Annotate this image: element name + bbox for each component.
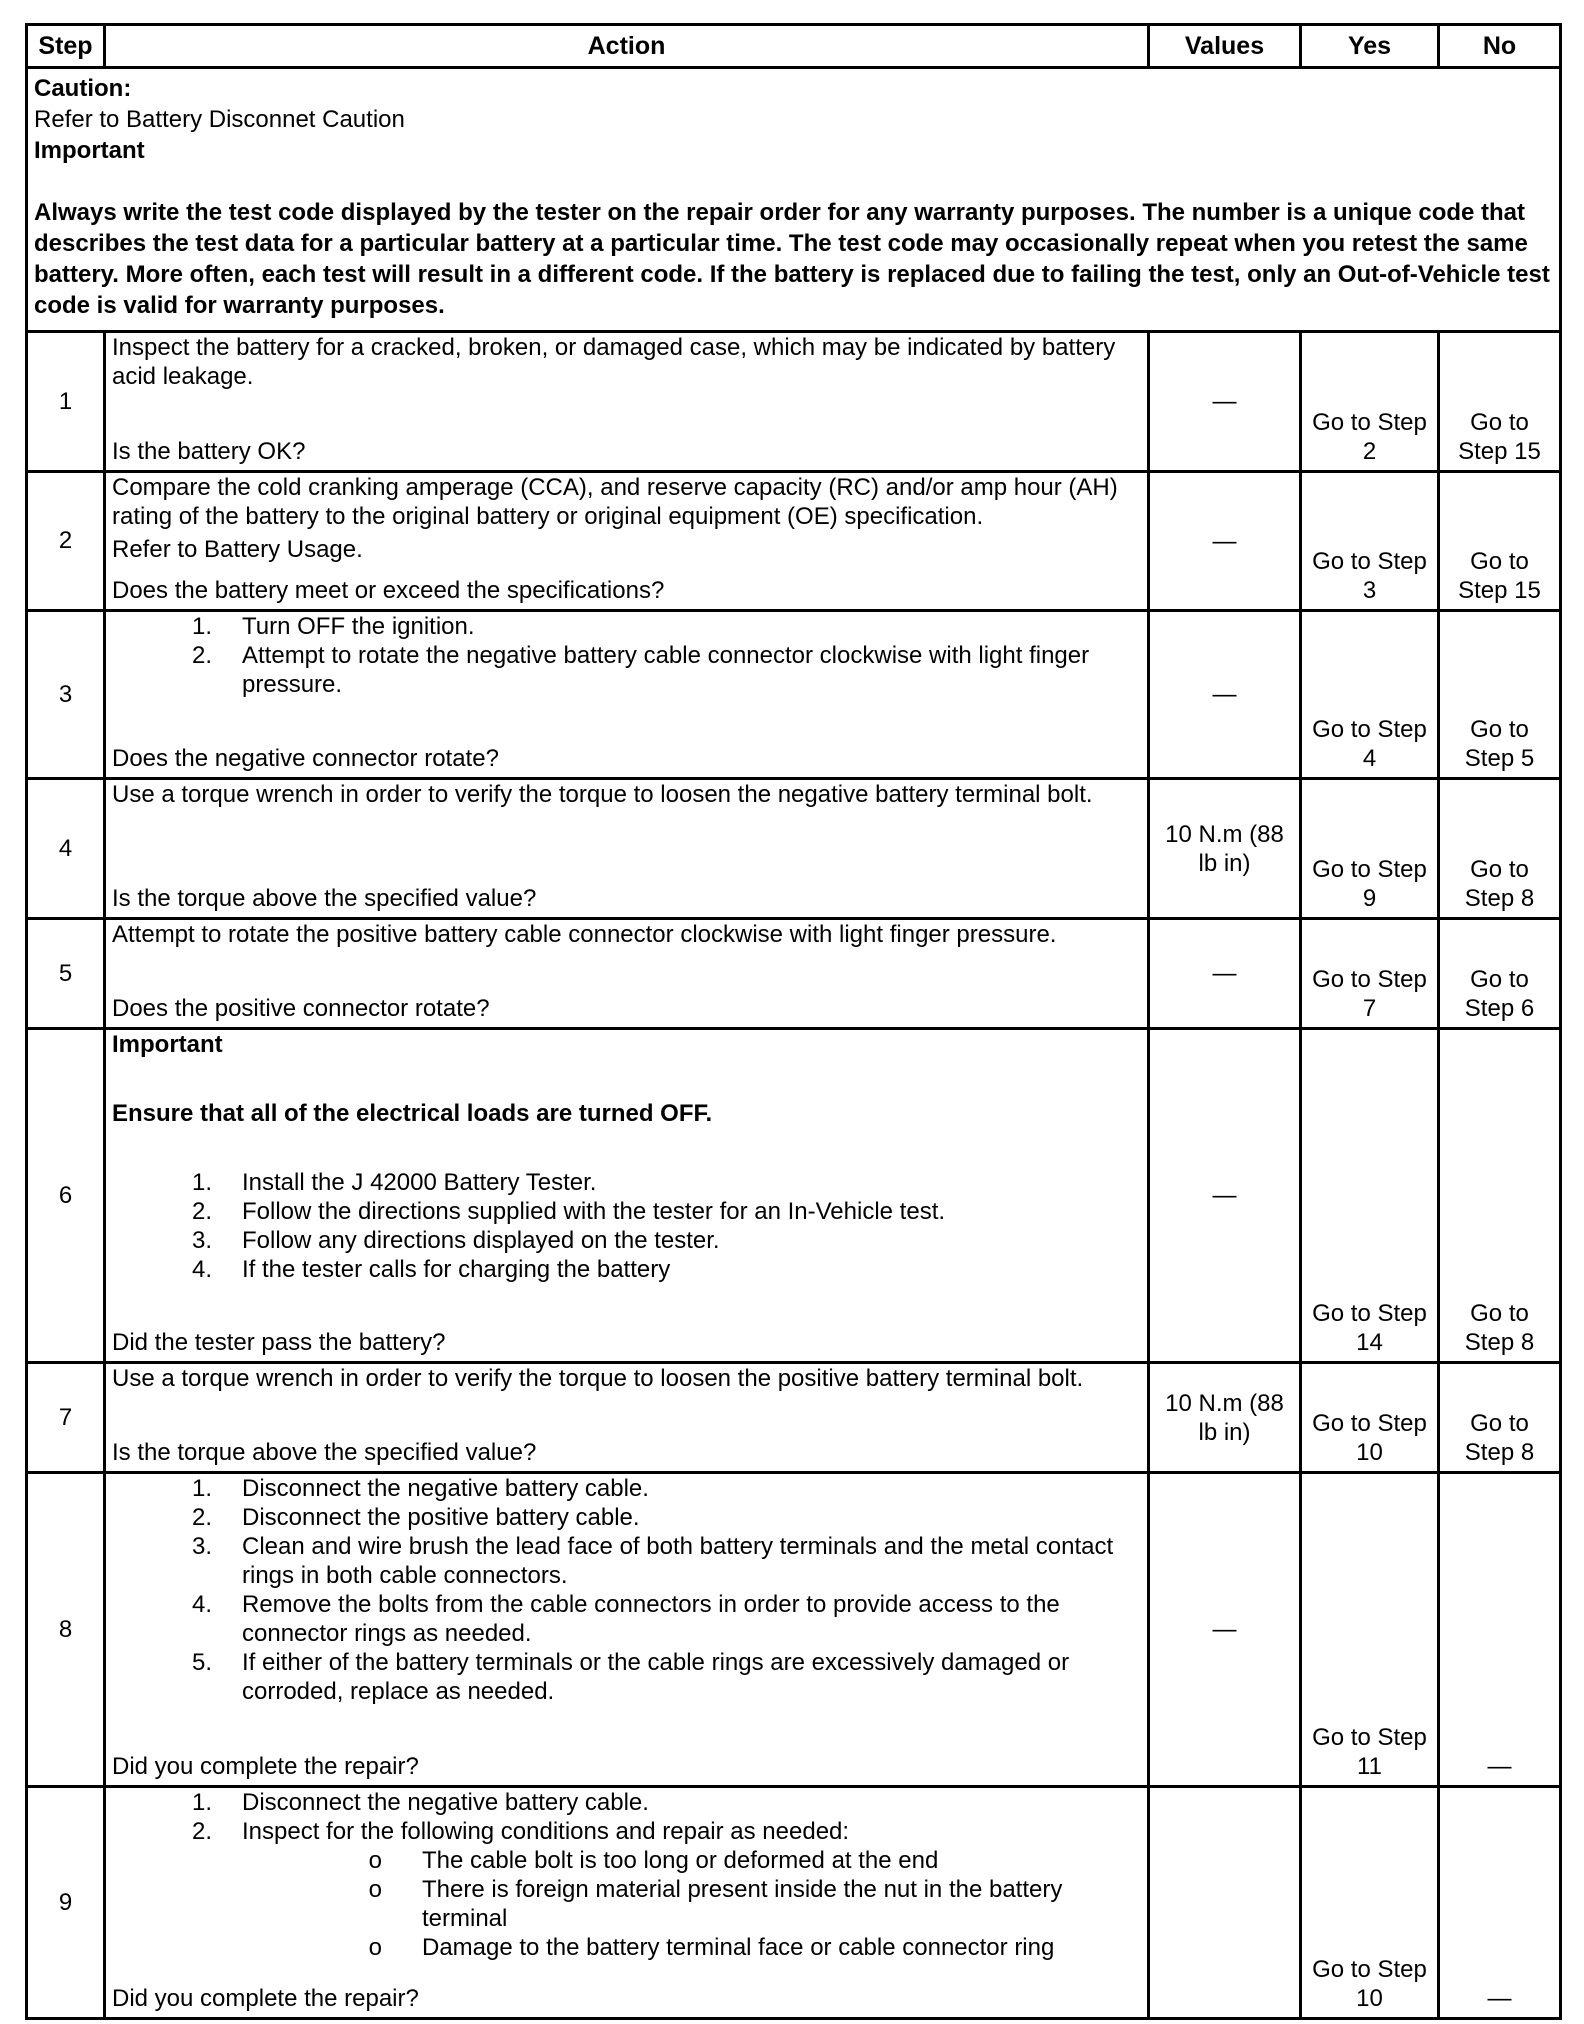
step-yes: Go to Step 14 bbox=[1301, 1029, 1439, 1363]
list-item: 4. If the tester calls for charging the battery bbox=[191, 1256, 671, 1283]
action-list bbox=[112, 1168, 1141, 1284]
important-label: Important bbox=[112, 1031, 223, 1058]
step-no: Go to Step 8 bbox=[1439, 779, 1561, 919]
action-list bbox=[112, 612, 1141, 699]
important-text: Ensure that all of the electrical loads are turned OFF. bbox=[112, 1100, 713, 1127]
step-value: — bbox=[1149, 611, 1301, 779]
action-list bbox=[112, 1474, 1141, 1706]
step-number: 4 bbox=[27, 779, 105, 919]
table-row bbox=[27, 919, 1561, 1029]
header-action: Action bbox=[105, 25, 1149, 68]
list-item: 3. Clean and wire brush the lead face of both battery terminals and the metal contact rings in both cable connectors. bbox=[191, 1533, 1114, 1589]
table-row bbox=[27, 1787, 1561, 2019]
step-yes: Go to Step 10 bbox=[1301, 1363, 1439, 1473]
action-question: Does the negative connector rotate? bbox=[112, 745, 499, 772]
table-row bbox=[27, 1029, 1561, 1363]
list-item: 1. Disconnect the negative battery cable. bbox=[191, 1475, 649, 1502]
step-no: Go to Step 8 bbox=[1439, 1363, 1561, 1473]
step-action bbox=[105, 919, 1149, 1029]
header-values: Values bbox=[1149, 25, 1301, 68]
step-number: 9 bbox=[27, 1787, 105, 2019]
step-yes: Go to Step 3 bbox=[1301, 472, 1439, 611]
list-item: 2. Disconnect the positive battery cable. bbox=[191, 1504, 640, 1531]
list-item: o The cable bolt is too long or deformed at the end bbox=[368, 1847, 939, 1874]
step-no: — bbox=[1439, 1473, 1561, 1787]
table-row bbox=[27, 1363, 1561, 1473]
table-row bbox=[27, 611, 1561, 779]
notes-row bbox=[27, 68, 1561, 332]
step-action bbox=[105, 1473, 1149, 1787]
step-number: 7 bbox=[27, 1363, 105, 1473]
action-text: Use a torque wrench in order to verify the torque to loosen the positive battery terminal bolt. bbox=[112, 1365, 1084, 1392]
list-item: 2. Attempt to rotate the negative battery cable connector clockwise with light finger pressure. bbox=[191, 642, 1090, 698]
action-question: Does the battery meet or exceed the specifications? bbox=[112, 577, 665, 604]
list-item: 1. Disconnect the negative battery cable. bbox=[191, 1789, 649, 1816]
step-number: 8 bbox=[27, 1473, 105, 1787]
step-action bbox=[105, 779, 1149, 919]
table-row bbox=[27, 779, 1561, 919]
header-row bbox=[27, 25, 1561, 68]
step-no: Go to Step 6 bbox=[1439, 919, 1561, 1029]
caution-text: Refer to Battery Disconnet Caution bbox=[34, 106, 405, 133]
action-reference: Refer to Battery Usage. bbox=[112, 536, 363, 563]
step-no: — bbox=[1439, 1787, 1561, 2019]
action-text: Compare the cold cranking amperage (CCA), and reserve capacity (RC) and/or amp hour (AH) rating of the battery to the original battery or original equipment (OE) specification. bbox=[112, 474, 1118, 530]
action-list bbox=[112, 1788, 1141, 1846]
table-row bbox=[27, 1473, 1561, 1787]
step-action bbox=[105, 1787, 1149, 2019]
list-item: 1. Turn OFF the ignition. bbox=[191, 613, 475, 640]
step-value: — bbox=[1149, 1029, 1301, 1363]
header-step: Step bbox=[27, 25, 105, 68]
step-no: Go to Step 15 bbox=[1439, 472, 1561, 611]
caution-label: Caution: bbox=[34, 75, 132, 102]
step-action bbox=[105, 332, 1149, 472]
step-number: 6 bbox=[27, 1029, 105, 1363]
action-question: Did you complete the repair? bbox=[112, 1753, 419, 1780]
list-item: o There is foreign material present inside the nut in the battery terminal bbox=[368, 1876, 1063, 1932]
step-no: Go to Step 5 bbox=[1439, 611, 1561, 779]
step-action bbox=[105, 472, 1149, 611]
step-value: 10 N.m (88 lb in) bbox=[1149, 1363, 1301, 1473]
important-label: Important bbox=[34, 137, 145, 164]
step-value: — bbox=[1149, 472, 1301, 611]
step-yes: Go to Step 9 bbox=[1301, 779, 1439, 919]
list-item: 3. Follow any directions displayed on the tester. bbox=[191, 1227, 720, 1254]
header-no: No bbox=[1439, 25, 1561, 68]
action-text: Attempt to rotate the positive battery cable connector clockwise with light finger pressure. bbox=[112, 921, 1057, 948]
table-row bbox=[27, 332, 1561, 472]
step-value: 10 N.m (88 lb in) bbox=[1149, 779, 1301, 919]
list-item: 2. Follow the directions supplied with the tester for an In-Vehicle test. bbox=[191, 1198, 946, 1225]
action-question: Is the torque above the specified value? bbox=[112, 1439, 537, 1466]
table-row bbox=[27, 472, 1561, 611]
step-number: 5 bbox=[27, 919, 105, 1029]
step-no: Go to Step 15 bbox=[1439, 332, 1561, 472]
action-text: Inspect the battery for a cracked, broken, or damaged case, which may be indicated by battery acid leakage. bbox=[112, 334, 1116, 390]
step-number: 3 bbox=[27, 611, 105, 779]
step-yes: Go to Step 4 bbox=[1301, 611, 1439, 779]
step-yes: Go to Step 7 bbox=[1301, 919, 1439, 1029]
step-action bbox=[105, 1029, 1149, 1363]
action-question: Does the positive connector rotate? bbox=[112, 995, 490, 1022]
action-question: Did the tester pass the battery? bbox=[112, 1329, 446, 1356]
header-yes: Yes bbox=[1301, 25, 1439, 68]
diagnostic-table bbox=[25, 23, 1562, 2020]
step-action bbox=[105, 1363, 1149, 1473]
step-no: Go to Step 8 bbox=[1439, 1029, 1561, 1363]
step-yes: Go to Step 2 bbox=[1301, 332, 1439, 472]
step-number: 1 bbox=[27, 332, 105, 472]
action-question: Did you complete the repair? bbox=[112, 1985, 419, 2012]
action-text: Use a torque wrench in order to verify the torque to loosen the negative battery terminal bolt. bbox=[112, 781, 1093, 808]
sub-list bbox=[112, 1846, 1141, 1962]
step-value: — bbox=[1149, 332, 1301, 472]
step-yes: Go to Step 11 bbox=[1301, 1473, 1439, 1787]
list-item: 1. Install the J 42000 Battery Tester. bbox=[191, 1169, 597, 1196]
step-number: 2 bbox=[27, 472, 105, 611]
action-question: Is the battery OK? bbox=[112, 438, 306, 465]
list-item: 5. If either of the battery terminals or the cable rings are excessively damaged or corroded, replace as needed. bbox=[191, 1649, 1070, 1705]
action-question: Is the torque above the specified value? bbox=[112, 885, 537, 912]
step-value bbox=[1149, 1787, 1301, 2019]
list-item: o Damage to the battery terminal face or cable connector ring bbox=[368, 1934, 1055, 1961]
step-action bbox=[105, 611, 1149, 779]
important-text: Always write the test code displayed by the tester on the repair order for any warranty purposes. The number is a unique code that describes the test data for a particular battery at a particular time. The test code may occasionally repeat when you retest the same battery. More often, each test will result in a different code. If the battery is replaced due to failing the test, only an Out-of-Vehicle test code is valid for warranty purposes. bbox=[34, 199, 1550, 319]
notes-cell bbox=[27, 68, 1561, 332]
step-value: — bbox=[1149, 919, 1301, 1029]
step-yes: Go to Step 10 bbox=[1301, 1787, 1439, 2019]
step-value: — bbox=[1149, 1473, 1301, 1787]
list-item: 2. Inspect for the following conditions and repair as needed: bbox=[191, 1818, 850, 1845]
list-item: 4. Remove the bolts from the cable connectors in order to provide access to the connector rings as needed. bbox=[191, 1591, 1060, 1647]
